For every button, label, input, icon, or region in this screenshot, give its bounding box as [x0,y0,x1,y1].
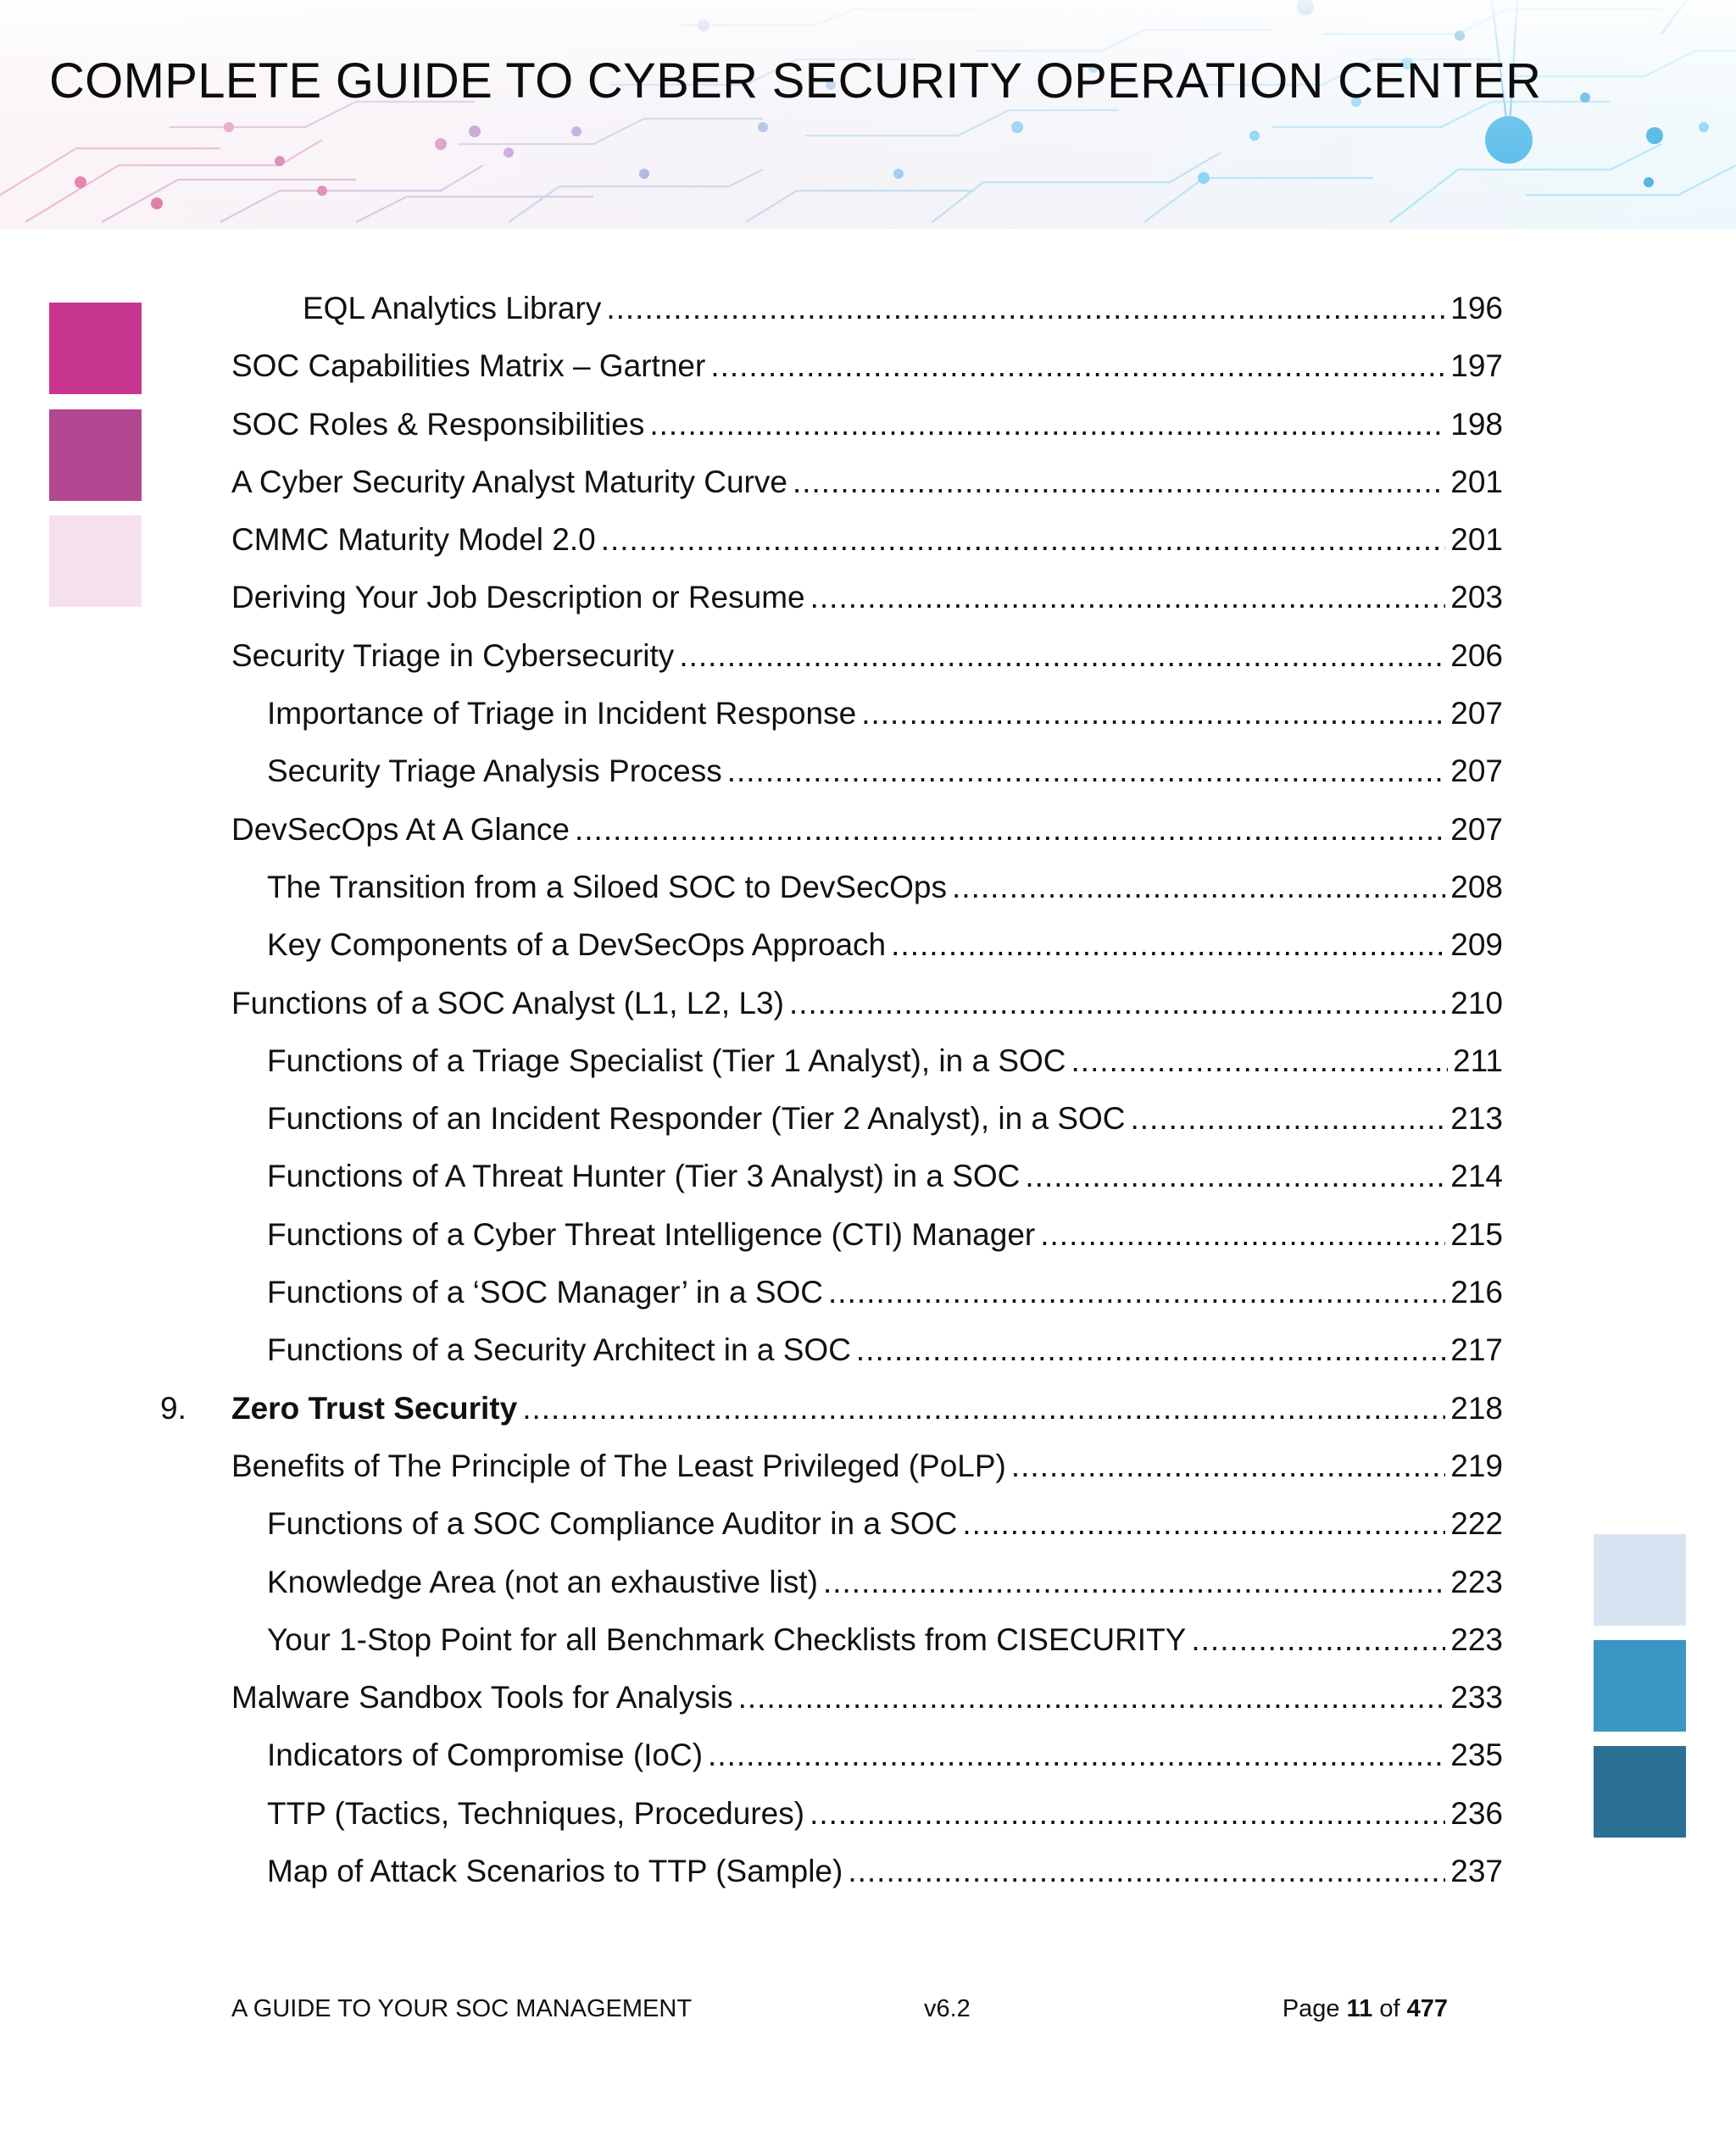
toc-entry-page: 213 [1450,1101,1503,1137]
toc-dot-leader [828,1264,1445,1321]
toc-entry-page: 206 [1450,637,1503,673]
toc-entry-title-text: Functions of a Security Architect in a SOC [267,1332,851,1368]
toc-entry-page: 214 [1450,1159,1503,1194]
page-footer [231,1988,1448,2030]
toc-entry-page: 209 [1450,927,1503,963]
toc-entry-title [267,1611,1186,1669]
toc-entry[interactable] [160,1380,1503,1438]
toc-dot-leader [823,1554,1445,1611]
toc-entry[interactable] [231,1206,1503,1264]
toc-entry-title-text: DevSecOps At A Glance [231,811,570,847]
toc-entry[interactable] [231,685,1503,742]
toc-entry[interactable] [231,1785,1503,1843]
right-swatch-middle [1594,1640,1686,1732]
right-swatch-top [1594,1534,1686,1626]
toc-entry-page: 236 [1450,1795,1503,1831]
toc-dot-leader [727,742,1446,800]
toc-entry-title [231,1438,1006,1495]
footer-page-number [1283,1988,1448,2030]
toc-entry[interactable] [231,1495,1503,1553]
toc-entry-title [267,1321,851,1379]
toc-entry-page: 196 [1450,291,1503,325]
toc-entry-title-text: Knowledge Area (not an exhaustive list) [267,1564,818,1599]
toc-dot-leader [810,569,1446,626]
toc-entry-page: 207 [1450,754,1503,789]
toc-entry-title-text: Malware Sandbox Tools for Analysis [231,1680,733,1716]
toc-entry-page: 210 [1450,985,1503,1020]
toc-entry-title-text: Security Triage Analysis Process [267,754,722,789]
circuit-board-graphic [0,0,1736,229]
toc-entry-page: 207 [1450,811,1503,847]
toc-entry-title [267,1264,823,1321]
header-banner [0,0,1736,229]
toc-entry[interactable] [231,1148,1503,1205]
toc-entry-title [267,1206,1035,1264]
toc-entry-title-text: Functions of a ‘SOC Manager’ in a SOC [267,1275,824,1310]
toc-entry[interactable] [231,742,1503,800]
toc-entry-title-text: Deriving Your Job Description or Resume [231,580,805,615]
toc-dot-leader [891,916,1445,974]
toc-entry[interactable] [231,1669,1503,1727]
toc-dot-leader [861,685,1445,742]
footer-page-prefix: Page [1282,1995,1340,2022]
left-swatch-bottom [49,515,142,607]
toc-entry-page: 219 [1450,1448,1503,1483]
toc-entry-title-text: Functions of a SOC Analyst (L1, L2, L3) [231,985,784,1020]
toc-entry-page: 215 [1450,1216,1503,1252]
toc-entry-title [231,337,705,395]
toc-entry-page: 218 [1450,1390,1503,1426]
toc-dot-leader [1011,1438,1445,1495]
toc-entry-title-text: A Cyber Security Analyst Maturity Curve [231,464,787,499]
footer-page-total: 477 [1406,1995,1448,2022]
toc-entry-title [267,1090,1126,1148]
toc-entry-page: 201 [1450,464,1503,499]
left-swatch-middle [49,409,142,501]
toc-entry-page: 207 [1450,696,1503,731]
toc-entry-title [160,1380,518,1438]
toc-entry-title-text: Map of Attack Scenarios to TTP (Sample) [267,1854,843,1889]
toc-entry-title [267,916,886,974]
toc-dot-leader [793,453,1445,511]
toc-entry[interactable] [231,975,1503,1032]
toc-entry-title [231,396,644,453]
toc-entry-title [267,1148,1020,1205]
toc-entry-title [267,1032,1066,1090]
toc-entry-page: 223 [1450,1621,1503,1657]
toc-entry-title-text: Security Triage in Cybersecurity [231,637,675,673]
toc-dot-leader [710,337,1445,395]
toc-dot-leader [738,1669,1446,1727]
toc-entry-title [267,859,947,916]
toc-entry[interactable] [231,1032,1503,1090]
toc-entry-title [267,1495,957,1553]
toc-entry[interactable] [231,1611,1503,1669]
toc-entry[interactable] [231,1727,1503,1784]
toc-entry-title-text: Zero Trust Security [231,1390,518,1426]
toc-entry-page: 201 [1450,522,1503,558]
toc-entry-page: 223 [1450,1564,1503,1599]
toc-entry[interactable] [231,280,1503,337]
toc-dot-leader [649,396,1445,453]
toc-entry[interactable] [231,801,1503,859]
toc-entry-page: 235 [1450,1738,1503,1773]
toc-dot-leader [848,1843,1445,1900]
toc-entry-title [267,685,856,742]
toc-entry-page: 198 [1450,406,1503,442]
toc-entry[interactable] [231,453,1503,511]
toc-entry-title [267,1785,804,1843]
toc-dot-leader [952,859,1445,916]
toc-dot-leader [856,1321,1445,1379]
toc-dot-leader [679,627,1445,685]
toc-entry[interactable] [231,859,1503,916]
toc-entry-title-text: CMMC Maturity Model 2.0 [231,522,596,558]
toc-entry-title [231,627,674,685]
toc-entry[interactable] [231,396,1503,453]
footer-version: v6.2 [924,1995,971,2022]
toc-dot-leader [708,1727,1445,1784]
toc-entry[interactable] [231,1090,1503,1148]
toc-dot-leader [1191,1611,1445,1669]
toc-entry-title [267,1843,843,1900]
toc-entry[interactable] [231,1264,1503,1321]
toc-entry-title-text: Functions of a Triage Specialist (Tier 1 Analyst), in a SOC [267,1043,1066,1078]
toc-entry-page: 208 [1450,869,1503,904]
toc-entry-title-text: Functions of A Threat Hunter (Tier 3 Analyst) in a SOC [267,1159,1021,1194]
table-of-contents [160,280,1503,1900]
toc-entry-title [231,569,805,626]
document-title: COMPLETE GUIDE TO CYBER SECURITY OPERATION CENTER [49,53,1542,108]
toc-entry-title-text: TTP (Tactics, Techniques, Procedures) [267,1795,805,1831]
toc-entry-title [231,801,570,859]
toc-dot-leader [522,1380,1445,1438]
footer-guide-title: A GUIDE TO YOUR SOC MANAGEMENT [231,1995,693,2022]
toc-entry-title [267,1554,818,1611]
toc-entry-page: 197 [1450,348,1503,384]
toc-entry-title-text: The Transition from a Siloed SOC to DevSecOps [267,869,948,904]
toc-entry[interactable] [231,1843,1503,1900]
toc-dot-leader [962,1495,1445,1553]
toc-entry[interactable] [231,1438,1503,1495]
toc-entry-number: 9. [160,1390,186,1426]
toc-dot-leader [789,975,1445,1032]
toc-entry-title-text: Functions of an Incident Responder (Tier 2 Analyst), in a SOC [267,1101,1126,1137]
toc-dot-leader [1131,1090,1446,1148]
toc-entry-title [267,1727,703,1784]
toc-dot-leader [601,511,1446,569]
toc-entry-title-text: Indicators of Compromise (IoC) [267,1738,704,1773]
toc-entry-title [231,975,784,1032]
footer-page-current: 11 [1346,1995,1373,2022]
toc-entry[interactable] [231,511,1503,569]
toc-dot-leader [1040,1206,1445,1264]
toc-entry[interactable] [231,1554,1503,1611]
toc-entry-page: 217 [1450,1332,1503,1368]
toc-entry-page: 211 [1453,1043,1503,1078]
toc-entry-page: 216 [1450,1275,1503,1310]
toc-dot-leader [1025,1148,1445,1205]
toc-entry[interactable] [231,337,1503,395]
toc-entry-title-text: Key Components of a DevSecOps Approach [267,927,887,963]
right-swatch-bottom [1594,1746,1686,1838]
toc-entry-title-text: SOC Roles & Responsibilities [231,406,645,442]
left-swatch-top [49,303,142,394]
toc-entry-title-text: Benefits of The Principle of The Least Privileged (PoLP) [231,1448,1006,1483]
footer-page-of: of [1379,1995,1400,2022]
toc-entry-title [231,1669,733,1727]
toc-entry-title-text: EQL Analytics Library [303,291,602,325]
toc-entry[interactable] [231,1321,1503,1379]
toc-dot-leader [575,801,1445,859]
toc-entry-page: 203 [1450,580,1503,615]
toc-entry[interactable] [231,627,1503,685]
toc-entry-title [231,453,787,511]
toc-dot-leader [606,280,1445,337]
toc-entry[interactable] [231,916,1503,974]
toc-entry-title [303,280,601,337]
toc-entry[interactable] [231,569,1503,626]
toc-entry-page: 233 [1450,1680,1503,1716]
toc-entry-page: 222 [1450,1506,1503,1542]
toc-entry-title [267,742,722,800]
toc-entry-title-text: Importance of Triage in Incident Response [267,696,857,731]
toc-entry-page: 237 [1450,1854,1503,1889]
toc-entry-title-text: SOC Capabilities Matrix – Gartner [231,348,706,384]
toc-entry-title [231,511,596,569]
toc-dot-leader [810,1785,1445,1843]
toc-entry-title-text: Your 1-Stop Point for all Benchmark Checklists from CISECURITY [267,1621,1187,1657]
toc-entry-title-text: Functions of a SOC Compliance Auditor in a SOC [267,1506,958,1542]
toc-entry-title-text: Functions of a Cyber Threat Intelligence (CTI) Manager [267,1216,1036,1252]
toc-dot-leader [1071,1032,1448,1090]
